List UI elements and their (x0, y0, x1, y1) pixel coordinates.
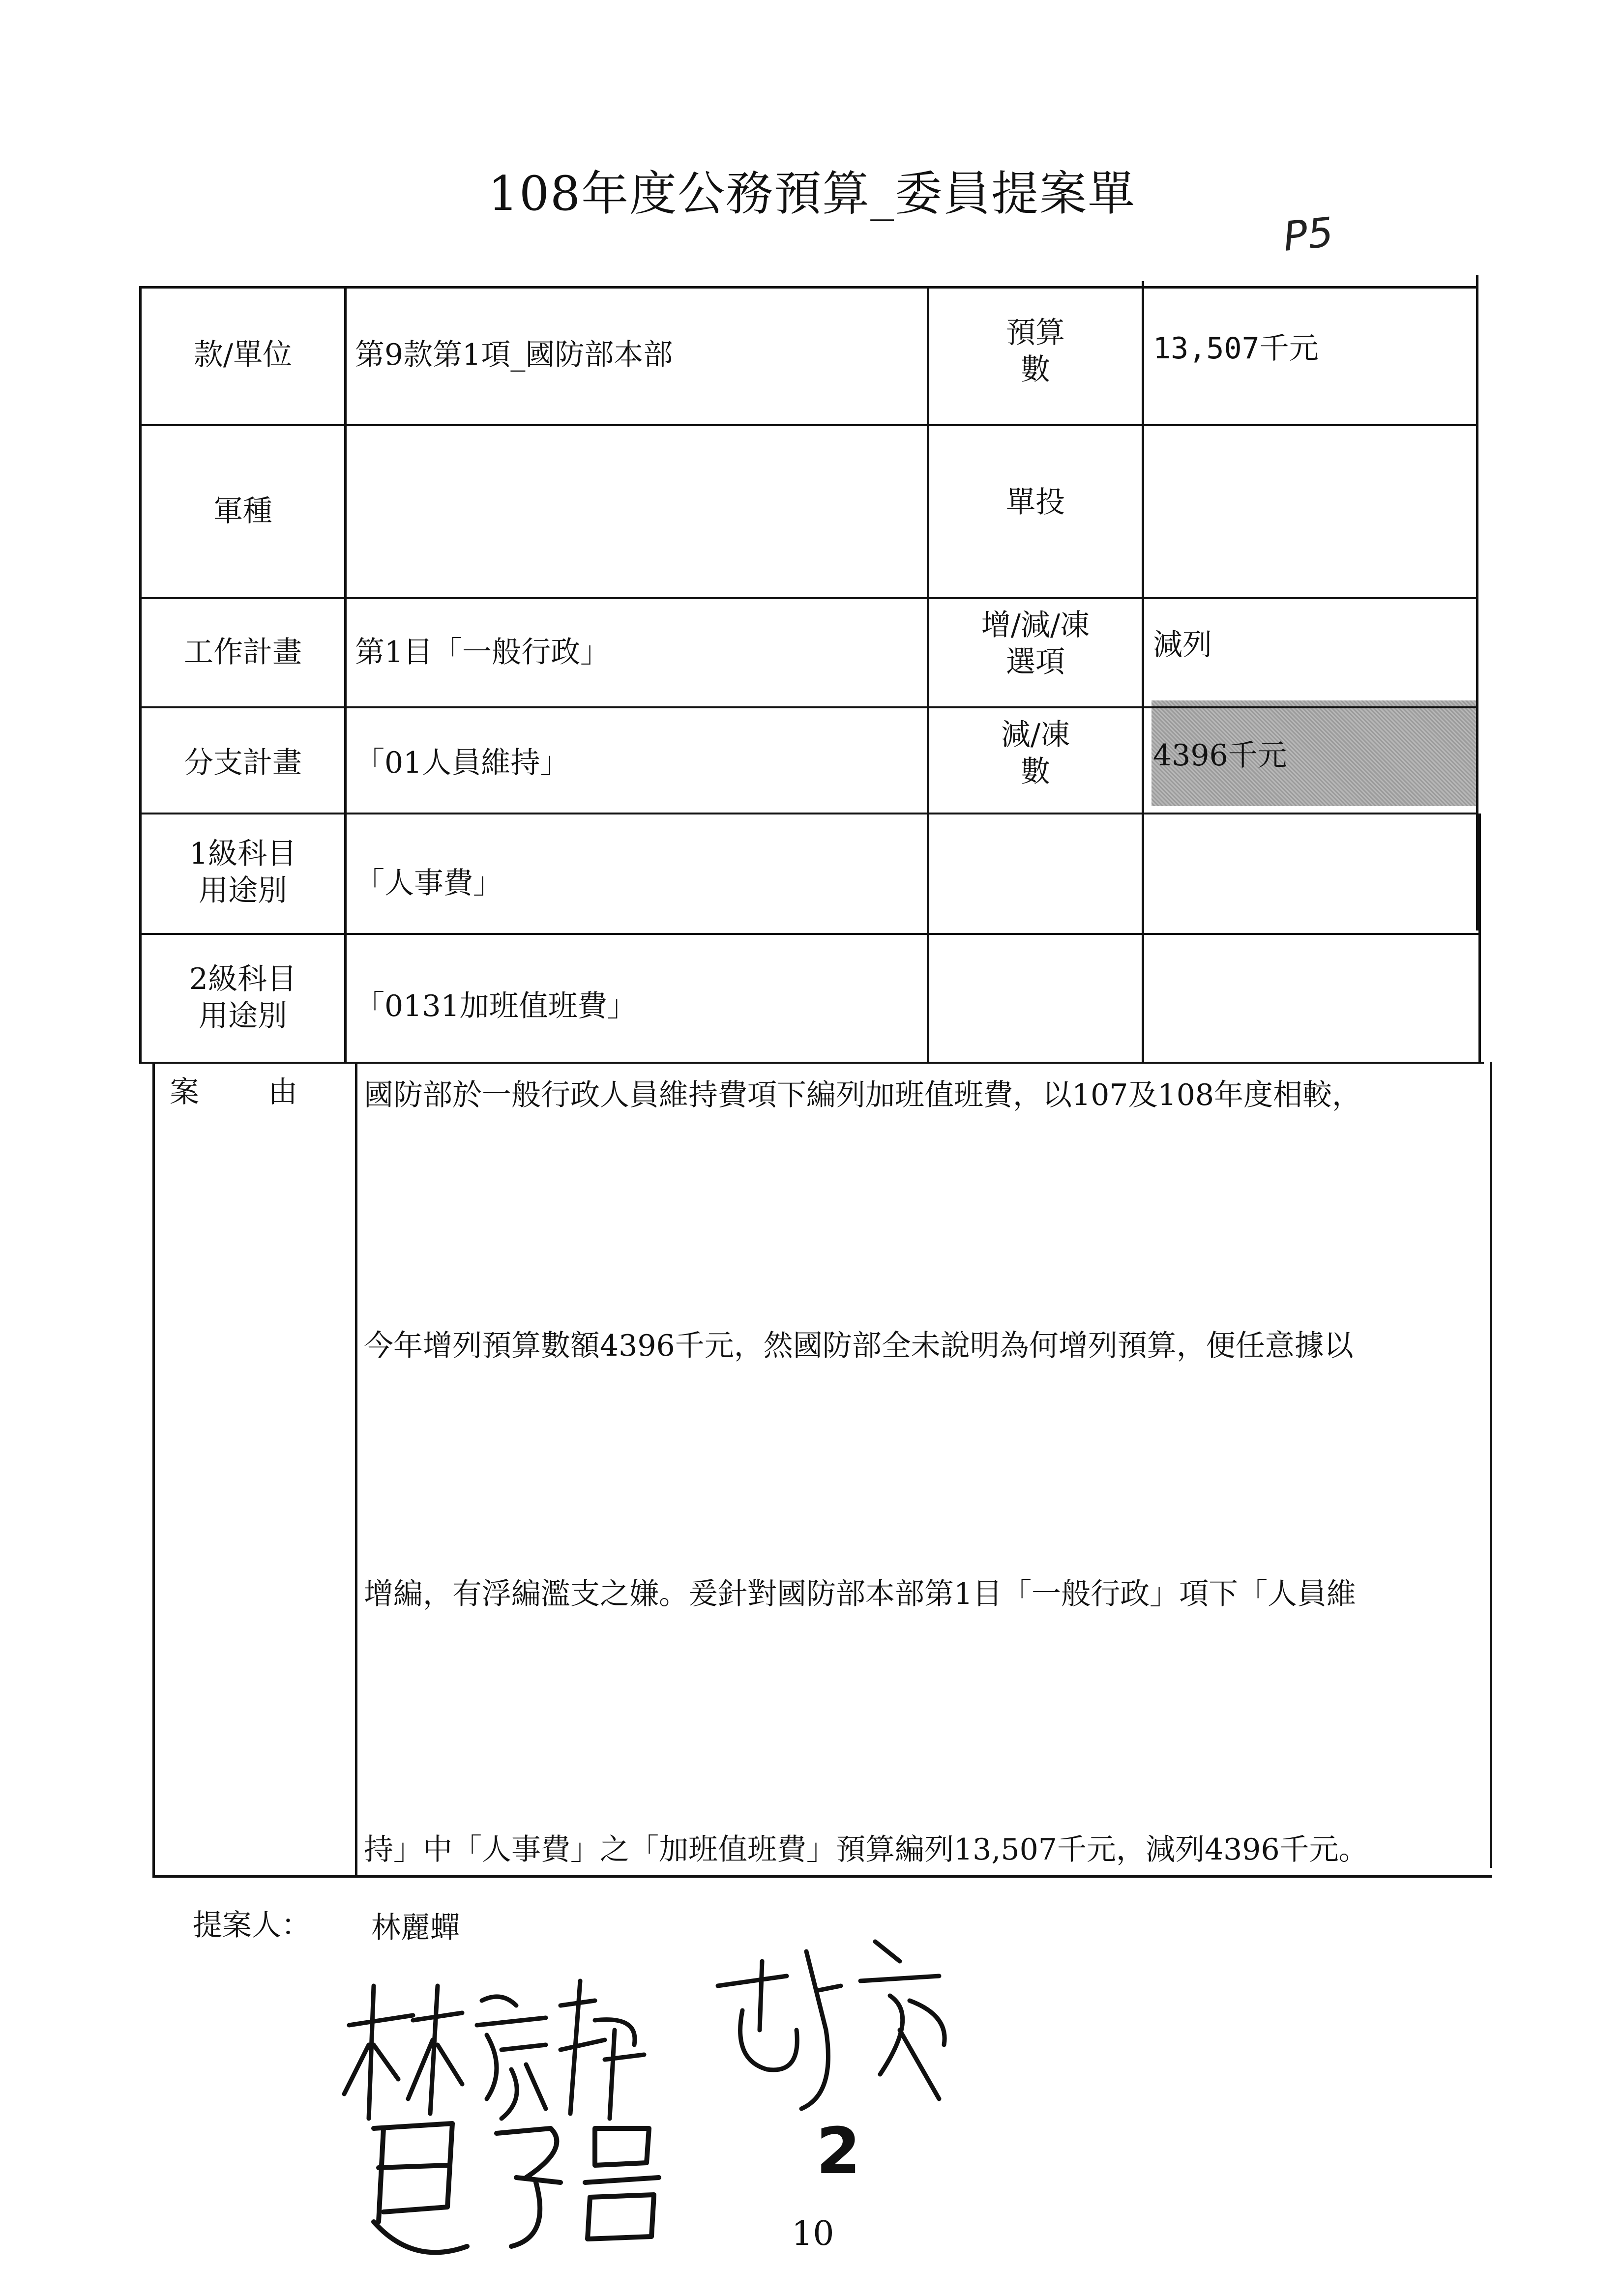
reason-divider (355, 1062, 357, 1878)
label-single-vote: 單投 (1006, 485, 1065, 520)
value-level2: 「0131加班值班費」 (355, 989, 637, 1023)
label-level1: 1級科目 用途別 (189, 837, 297, 908)
value-option: 減列 (1153, 628, 1212, 662)
reason-label-1: 案 (170, 1075, 199, 1109)
reason-border-right (1490, 1062, 1492, 1868)
reason-line-1: 國防部於一般行政人員維持費項下編列加班值班費，以107及108年度相較， (364, 1078, 1362, 1112)
handwritten-number: 2 (816, 2114, 861, 2188)
value-reduce-amount: 4396千元 (1153, 738, 1287, 773)
page-mark: P5 (1281, 208, 1336, 261)
table-border-right-mid (1478, 814, 1481, 1062)
row-divider-3 (139, 706, 1478, 708)
row-divider-1 (139, 424, 1478, 426)
reason-border-left (152, 1062, 155, 1878)
reason-label-2: 由 (268, 1075, 297, 1109)
label-branch-plan: 分支計畫 (184, 746, 302, 780)
label-reduce-amount: 減/凍 數 (1001, 718, 1070, 789)
proposer-label: 提案人： (193, 1908, 311, 1943)
col-divider-3 (1142, 281, 1144, 1062)
row-divider-5 (139, 933, 1480, 935)
col-divider-1 (344, 286, 347, 1062)
value-work-plan: 第1目「一般行政」 (355, 635, 610, 669)
document-title: 108年度公務預算_委員提案單 (488, 166, 1136, 221)
label-option: 增/減/凍 選項 (981, 608, 1090, 679)
table-border-top (139, 286, 1478, 289)
label-unit: 款/單位 (193, 338, 293, 372)
value-branch-plan: 「01人員維持」 (355, 746, 570, 780)
reason-line-4: 持」中「人事費」之「加班值班費」預算編列13,507千元，減列4396千元。 (364, 1832, 1368, 1867)
value-level1: 「人事費」 (355, 866, 502, 901)
signature-2 (713, 1932, 1008, 2119)
value-budget: 13,507千元 (1153, 331, 1319, 366)
signature-3 (364, 2109, 669, 2276)
reason-border-bottom (152, 1875, 1492, 1878)
reason-line-3: 增編，有浮編濫支之嫌。爰針對國防部本部第1目「一般行政」項下「人員維 (364, 1577, 1357, 1611)
label-budget: 預算 數 (1006, 316, 1065, 387)
reason-line-2: 今年增列預算數額4396千元，然國防部全未說明為何增列預算，便任意據以 (364, 1329, 1354, 1363)
row-divider-2 (139, 597, 1478, 599)
label-level2: 2級科目 用途別 (189, 962, 297, 1033)
value-unit: 第9款第1項_國防部本部 (355, 338, 673, 372)
label-military: 軍種 (213, 494, 272, 528)
label-work-plan: 工作計畫 (184, 635, 302, 669)
proposer-name: 林麗蟬 (371, 1911, 460, 1945)
page-number: 10 (792, 2214, 834, 2253)
row-divider-4 (139, 813, 1478, 814)
row-divider-6 (139, 1062, 1484, 1064)
